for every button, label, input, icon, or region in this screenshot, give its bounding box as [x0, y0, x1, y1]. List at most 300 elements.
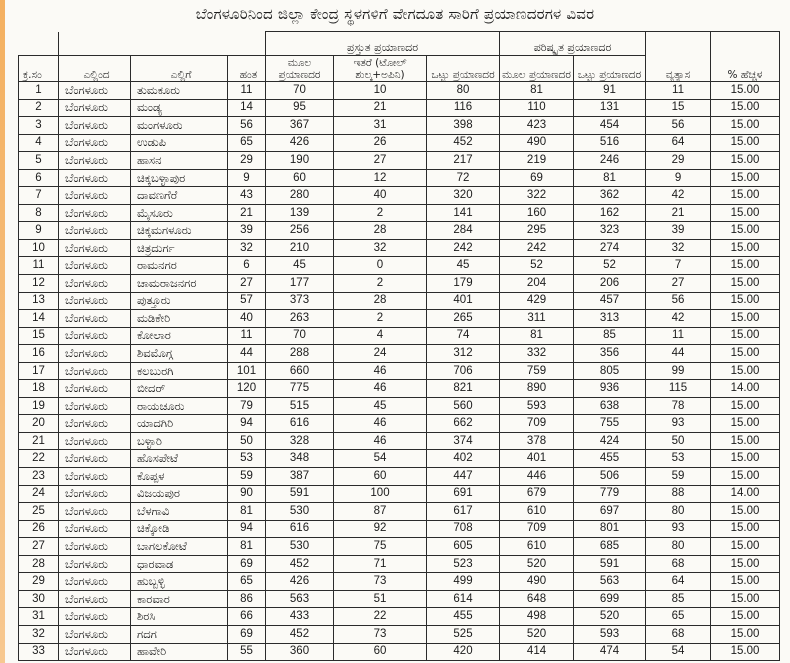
cell-stages: 59 — [228, 468, 266, 486]
cell-revised-total-fare: 457 — [574, 292, 646, 310]
cell-difference: 64 — [646, 134, 711, 152]
cell-stages: 81 — [228, 538, 266, 556]
cell-total-fare: 320 — [427, 187, 500, 205]
cell-from: ಬೆಂಗಳೂರು — [59, 485, 131, 503]
cell-to: ಕೊಪ್ಪಳ — [131, 468, 228, 486]
cell-from: ಬೆಂಗಳೂರು — [59, 222, 131, 240]
cell-other-charges: 73 — [334, 573, 427, 591]
cell-difference: 59 — [646, 468, 711, 486]
cell-revised-base-fare: 81 — [500, 82, 574, 100]
cell-total-fare: 374 — [427, 432, 500, 450]
cell-base-fare: 348 — [266, 450, 334, 468]
cell-percent-increase: 15.00 — [711, 432, 780, 450]
cell-revised-base-fare: 709 — [500, 520, 574, 538]
cell-from: ಬೆಂಗಳೂರು — [59, 292, 131, 310]
cell-from: ಬೆಂಗಳೂರು — [59, 380, 131, 398]
table-row — [19, 468, 780, 486]
cell-difference: 80 — [646, 538, 711, 556]
cell-total-fare: 179 — [427, 275, 500, 293]
cell-revised-base-fare: 160 — [500, 204, 574, 222]
cell-total-fare: 398 — [427, 117, 500, 135]
cell-serial: 19 — [19, 397, 59, 415]
cell-total-fare: 447 — [427, 468, 500, 486]
cell-revised-base-fare: 709 — [500, 415, 574, 433]
cell-base-fare: 563 — [266, 590, 334, 608]
document-title: ಬೆಂಗಳೂರಿನಿಂದ ಜಿಲ್ಲಾ ಕೇಂದ್ರ ಸ್ಥಳಗಳಿಗೆ ವೇಗದೂತ ಸಾರಿಗೆ ಪ್ರಯಾಣದರಗಳ ವಿವರ — [195, 5, 595, 23]
cell-other-charges: 46 — [334, 415, 427, 433]
cell-from: ಬೆಂಗಳೂರು — [59, 239, 131, 257]
cell-from: ಬೆಂಗಳೂರು — [59, 450, 131, 468]
cell-revised-total-fare: 593 — [574, 625, 646, 643]
cell-difference: 54 — [646, 643, 711, 661]
cell-percent-increase: 15.00 — [711, 415, 780, 433]
cell-revised-total-fare: 936 — [574, 380, 646, 398]
cell-revised-total-fare: 131 — [574, 99, 646, 117]
cell-difference: 44 — [646, 345, 711, 363]
cell-other-charges: 31 — [334, 117, 427, 135]
cell-base-fare: 373 — [266, 292, 334, 310]
cell-revised-base-fare: 378 — [500, 432, 574, 450]
cell-revised-total-fare: 424 — [574, 432, 646, 450]
cell-serial: 26 — [19, 520, 59, 538]
cell-revised-total-fare: 474 — [574, 643, 646, 661]
table-row — [19, 503, 780, 521]
cell-to: ಯಾದಗಿರಿ — [131, 415, 228, 433]
cell-other-charges: 60 — [334, 468, 427, 486]
header-blank — [131, 32, 228, 56]
cell-total-fare: 401 — [427, 292, 500, 310]
cell-from: ಬೆಂಗಳೂರು — [59, 468, 131, 486]
cell-total-fare: 265 — [427, 310, 500, 328]
cell-difference: 39 — [646, 222, 711, 240]
cell-stages: 9 — [228, 169, 266, 187]
cell-from: ಬೆಂಗಳೂರು — [59, 169, 131, 187]
cell-stages: 29 — [228, 152, 266, 170]
cell-total-fare: 72 — [427, 169, 500, 187]
cell-from: ಬೆಂಗಳೂರು — [59, 257, 131, 275]
cell-from: ಬೆಂಗಳೂರು — [59, 99, 131, 117]
table-row — [19, 380, 780, 398]
table-row — [19, 310, 780, 328]
cell-revised-total-fare: 779 — [574, 485, 646, 503]
cell-revised-base-fare: 890 — [500, 380, 574, 398]
table-row — [19, 292, 780, 310]
cell-from: ಬೆಂಗಳೂರು — [59, 503, 131, 521]
cell-to: ಪುತ್ತೂರು — [131, 292, 228, 310]
cell-percent-increase: 15.00 — [711, 503, 780, 521]
cell-to: ಚಿಕ್ಕಮಗಳೂರು — [131, 222, 228, 240]
cell-to: ಬೆಳಗಾವಿ — [131, 503, 228, 521]
cell-percent-increase: 15.00 — [711, 573, 780, 591]
cell-serial: 1 — [19, 82, 59, 100]
cell-difference: 65 — [646, 608, 711, 626]
cell-to: ಮೈಸೂರು — [131, 204, 228, 222]
cell-base-fare: 256 — [266, 222, 334, 240]
cell-stages: 65 — [228, 573, 266, 591]
cell-base-fare: 452 — [266, 555, 334, 573]
col-other-charges: ಇತರೆ (ಟೋಲ್ ಶುಲ್ಕ+ಅಪಿನಿ) — [334, 56, 427, 82]
cell-percent-increase: 15.00 — [711, 187, 780, 205]
cell-revised-base-fare: 52 — [500, 257, 574, 275]
cell-serial: 32 — [19, 625, 59, 643]
cell-base-fare: 70 — [266, 82, 334, 100]
cell-revised-base-fare: 490 — [500, 573, 574, 591]
cell-base-fare: 775 — [266, 380, 334, 398]
cell-total-fare: 691 — [427, 485, 500, 503]
cell-serial: 21 — [19, 432, 59, 450]
cell-stages: 57 — [228, 292, 266, 310]
cell-revised-total-fare: 323 — [574, 222, 646, 240]
cell-to: ಚಿತ್ರದುರ್ಗ — [131, 239, 228, 257]
cell-total-fare: 614 — [427, 590, 500, 608]
cell-difference: 115 — [646, 380, 711, 398]
cell-from: ಬೆಂಗಳೂರು — [59, 345, 131, 363]
cell-revised-total-fare: 85 — [574, 327, 646, 345]
cell-to: ಹಾವೇರಿ — [131, 643, 228, 661]
cell-other-charges: 54 — [334, 450, 427, 468]
table-row — [19, 485, 780, 503]
cell-serial: 5 — [19, 152, 59, 170]
cell-revised-base-fare: 204 — [500, 275, 574, 293]
cell-other-charges: 46 — [334, 362, 427, 380]
cell-other-charges: 21 — [334, 99, 427, 117]
cell-to: ವಿಜಯಪುರ — [131, 485, 228, 503]
cell-percent-increase: 15.00 — [711, 82, 780, 100]
cell-percent-increase: 15.00 — [711, 257, 780, 275]
cell-revised-total-fare: 52 — [574, 257, 646, 275]
cell-other-charges: 12 — [334, 169, 427, 187]
cell-stages: 21 — [228, 204, 266, 222]
cell-revised-total-fare: 697 — [574, 503, 646, 521]
cell-revised-base-fare: 81 — [500, 327, 574, 345]
col-to: ಎಲ್ಲಿಗೆ — [131, 56, 228, 82]
cell-from: ಬೆಂಗಳೂರು — [59, 643, 131, 661]
fare-table — [18, 31, 780, 661]
table-row — [19, 362, 780, 380]
table-row — [19, 169, 780, 187]
cell-percent-increase: 15.00 — [711, 362, 780, 380]
cell-stages: 101 — [228, 362, 266, 380]
cell-other-charges: 28 — [334, 222, 427, 240]
cell-percent-increase: 15.00 — [711, 520, 780, 538]
cell-from: ಬೆಂಗಳೂರು — [59, 204, 131, 222]
cell-serial: 31 — [19, 608, 59, 626]
cell-other-charges: 22 — [334, 608, 427, 626]
col-stages: ಹಂತ — [228, 56, 266, 82]
cell-base-fare: 616 — [266, 520, 334, 538]
cell-other-charges: 60 — [334, 643, 427, 661]
cell-to: ಹೊಸಪೇಟೆ — [131, 450, 228, 468]
cell-difference: 27 — [646, 275, 711, 293]
table-row — [19, 275, 780, 293]
cell-difference: 11 — [646, 82, 711, 100]
cell-to: ಮಂಡ್ಯ — [131, 99, 228, 117]
cell-difference: 15 — [646, 99, 711, 117]
cell-total-fare: 74 — [427, 327, 500, 345]
cell-difference: 11 — [646, 327, 711, 345]
cell-stages: 27 — [228, 275, 266, 293]
cell-to: ತುಮಕೂರು — [131, 82, 228, 100]
cell-difference: 29 — [646, 152, 711, 170]
cell-to: ಕಾರವಾರ — [131, 590, 228, 608]
table-row — [19, 590, 780, 608]
table-row — [19, 257, 780, 275]
cell-total-fare: 523 — [427, 555, 500, 573]
cell-to: ಕಲಬುರಗಿ — [131, 362, 228, 380]
cell-base-fare: 616 — [266, 415, 334, 433]
cell-revised-base-fare: 295 — [500, 222, 574, 240]
cell-stages: 120 — [228, 380, 266, 398]
cell-from: ಬೆಂಗಳೂರು — [59, 310, 131, 328]
table-row — [19, 573, 780, 591]
cell-to: ಹುಬ್ಬಳ್ಳಿ — [131, 573, 228, 591]
table-row — [19, 397, 780, 415]
cell-to: ದಾವಣಗೆರೆ — [131, 187, 228, 205]
cell-serial: 18 — [19, 380, 59, 398]
cell-revised-total-fare: 520 — [574, 608, 646, 626]
cell-difference: 56 — [646, 117, 711, 135]
col-total-fare: ಒಟ್ಟು ಪ್ರಯಾಣದರ — [427, 56, 500, 82]
cell-stages: 43 — [228, 187, 266, 205]
cell-other-charges: 4 — [334, 327, 427, 345]
cell-base-fare: 591 — [266, 485, 334, 503]
cell-total-fare: 141 — [427, 204, 500, 222]
cell-serial: 6 — [19, 169, 59, 187]
table-row — [19, 327, 780, 345]
cell-revised-total-fare: 454 — [574, 117, 646, 135]
cell-base-fare: 426 — [266, 134, 334, 152]
table-row — [19, 187, 780, 205]
cell-total-fare: 455 — [427, 608, 500, 626]
cell-other-charges: 28 — [334, 292, 427, 310]
cell-revised-base-fare: 219 — [500, 152, 574, 170]
cell-total-fare: 499 — [427, 573, 500, 591]
cell-percent-increase: 15.00 — [711, 310, 780, 328]
current-fare-group-header: ಪ್ರಸ್ತುತ ಪ್ರಯಾಣದರ — [266, 32, 500, 56]
cell-other-charges: 2 — [334, 275, 427, 293]
table-row — [19, 608, 780, 626]
cell-stages: 32 — [228, 239, 266, 257]
cell-percent-increase: 15.00 — [711, 643, 780, 661]
cell-base-fare: 328 — [266, 432, 334, 450]
cell-total-fare: 420 — [427, 643, 500, 661]
cell-revised-base-fare: 446 — [500, 468, 574, 486]
cell-serial: 13 — [19, 292, 59, 310]
table-row — [19, 204, 780, 222]
cell-base-fare: 288 — [266, 345, 334, 363]
cell-to: ಮಂಗಳೂರು — [131, 117, 228, 135]
cell-to: ರಾಯಚೂರು — [131, 397, 228, 415]
cell-percent-increase: 15.00 — [711, 450, 780, 468]
cell-other-charges: 92 — [334, 520, 427, 538]
cell-difference: 21 — [646, 204, 711, 222]
cell-revised-total-fare: 91 — [574, 82, 646, 100]
cell-to: ಬಳ್ಳಾರಿ — [131, 432, 228, 450]
cell-difference: 53 — [646, 450, 711, 468]
cell-revised-total-fare: 506 — [574, 468, 646, 486]
table-row — [19, 415, 780, 433]
cell-revised-total-fare: 685 — [574, 538, 646, 556]
col-base-fare: ಮೂಲ ಪ್ರಯಾಣದರ — [266, 56, 334, 82]
cell-revised-base-fare: 110 — [500, 99, 574, 117]
cell-serial: 17 — [19, 362, 59, 380]
cell-stages: 66 — [228, 608, 266, 626]
cell-revised-base-fare: 332 — [500, 345, 574, 363]
cell-from: ಬೆಂಗಳೂರು — [59, 152, 131, 170]
cell-stages: 14 — [228, 99, 266, 117]
cell-serial: 27 — [19, 538, 59, 556]
header-blank — [59, 32, 131, 56]
cell-total-fare: 242 — [427, 239, 500, 257]
header-row-1 — [19, 32, 780, 56]
cell-other-charges: 45 — [334, 397, 427, 415]
cell-other-charges: 2 — [334, 310, 427, 328]
cell-revised-base-fare: 498 — [500, 608, 574, 626]
cell-base-fare: 95 — [266, 99, 334, 117]
table-row — [19, 520, 780, 538]
cell-revised-base-fare: 423 — [500, 117, 574, 135]
cell-stages: 65 — [228, 134, 266, 152]
cell-serial: 28 — [19, 555, 59, 573]
col-serial: ಕ್ರ.ಸಂ — [19, 56, 59, 82]
cell-revised-base-fare: 69 — [500, 169, 574, 187]
cell-stages: 56 — [228, 117, 266, 135]
col-difference: ವ್ಯತ್ಯಾಸ — [646, 56, 711, 82]
cell-serial: 30 — [19, 590, 59, 608]
cell-stages: 94 — [228, 415, 266, 433]
cell-revised-total-fare: 274 — [574, 239, 646, 257]
cell-revised-total-fare: 455 — [574, 450, 646, 468]
cell-from: ಬೆಂಗಳೂರು — [59, 327, 131, 345]
cell-other-charges: 32 — [334, 239, 427, 257]
cell-base-fare: 530 — [266, 538, 334, 556]
cell-base-fare: 177 — [266, 275, 334, 293]
cell-revised-total-fare: 805 — [574, 362, 646, 380]
cell-difference: 80 — [646, 503, 711, 521]
cell-total-fare: 80 — [427, 82, 500, 100]
cell-other-charges: 40 — [334, 187, 427, 205]
cell-total-fare: 525 — [427, 625, 500, 643]
cell-revised-base-fare: 414 — [500, 643, 574, 661]
cell-difference: 88 — [646, 485, 711, 503]
cell-to: ರಾಮನಗರ — [131, 257, 228, 275]
header-blank — [228, 32, 266, 56]
cell-to: ಶಿರಸಿ — [131, 608, 228, 626]
cell-revised-total-fare: 563 — [574, 573, 646, 591]
cell-base-fare: 426 — [266, 573, 334, 591]
col-from: ಎಲ್ಲಿಂದ — [59, 56, 131, 82]
cell-serial: 2 — [19, 99, 59, 117]
cell-stages: 53 — [228, 450, 266, 468]
cell-other-charges: 2 — [334, 204, 427, 222]
cell-stages: 39 — [228, 222, 266, 240]
cell-from: ಬೆಂಗಳೂರು — [59, 187, 131, 205]
cell-total-fare: 605 — [427, 538, 500, 556]
cell-percent-increase: 15.00 — [711, 555, 780, 573]
cell-from: ಬೆಂಗಳೂರು — [59, 397, 131, 415]
table-row — [19, 117, 780, 135]
cell-base-fare: 70 — [266, 327, 334, 345]
cell-difference: 50 — [646, 432, 711, 450]
cell-total-fare: 402 — [427, 450, 500, 468]
cell-stages: 44 — [228, 345, 266, 363]
cell-serial: 12 — [19, 275, 59, 293]
cell-revised-base-fare: 679 — [500, 485, 574, 503]
cell-percent-increase: 15.00 — [711, 169, 780, 187]
cell-revised-total-fare: 362 — [574, 187, 646, 205]
cell-stages: 90 — [228, 485, 266, 503]
cell-serial: 20 — [19, 415, 59, 433]
cell-revised-total-fare: 313 — [574, 310, 646, 328]
cell-total-fare: 116 — [427, 99, 500, 117]
cell-revised-base-fare: 311 — [500, 310, 574, 328]
cell-stages: 94 — [228, 520, 266, 538]
header-blank — [646, 32, 711, 56]
cell-difference: 42 — [646, 310, 711, 328]
cell-other-charges: 27 — [334, 152, 427, 170]
cell-to: ಮಡಿಕೇರಿ — [131, 310, 228, 328]
cell-other-charges: 51 — [334, 590, 427, 608]
cell-difference: 42 — [646, 187, 711, 205]
cell-revised-base-fare: 610 — [500, 538, 574, 556]
cell-base-fare: 139 — [266, 204, 334, 222]
cell-to: ಶಿವಮೊಗ್ಗ — [131, 345, 228, 363]
cell-total-fare: 284 — [427, 222, 500, 240]
cell-revised-total-fare: 801 — [574, 520, 646, 538]
cell-from: ಬೆಂಗಳೂರು — [59, 608, 131, 626]
cell-serial: 23 — [19, 468, 59, 486]
table-row — [19, 432, 780, 450]
cell-serial: 14 — [19, 310, 59, 328]
cell-stages: 6 — [228, 257, 266, 275]
cell-revised-total-fare: 516 — [574, 134, 646, 152]
cell-revised-base-fare: 490 — [500, 134, 574, 152]
table-row — [19, 625, 780, 643]
cell-revised-base-fare: 593 — [500, 397, 574, 415]
cell-to: ಚಿಕ್ಕೋಡಿ — [131, 520, 228, 538]
cell-to: ಬಾಗಲಕೋಟೆ — [131, 538, 228, 556]
revised-fare-group-header: ಪರಿಷ್ಕೃತ ಪ್ರಯಾಣದರ — [500, 32, 646, 56]
cell-stages: 69 — [228, 555, 266, 573]
cell-revised-total-fare: 246 — [574, 152, 646, 170]
cell-difference: 99 — [646, 362, 711, 380]
cell-serial: 24 — [19, 485, 59, 503]
cell-to: ಬೀದರ್ — [131, 380, 228, 398]
table-row — [19, 450, 780, 468]
cell-from: ಬೆಂಗಳೂರು — [59, 555, 131, 573]
table-row — [19, 82, 780, 100]
cell-stages: 50 — [228, 432, 266, 450]
cell-percent-increase: 15.00 — [711, 275, 780, 293]
cell-base-fare: 387 — [266, 468, 334, 486]
cell-difference: 56 — [646, 292, 711, 310]
cell-revised-base-fare: 401 — [500, 450, 574, 468]
cell-from: ಬೆಂಗಳೂರು — [59, 275, 131, 293]
cell-percent-increase: 15.00 — [711, 134, 780, 152]
table-row — [19, 239, 780, 257]
table-row — [19, 345, 780, 363]
cell-from: ಬೆಂಗಳೂರು — [59, 362, 131, 380]
cell-other-charges: 87 — [334, 503, 427, 521]
cell-percent-increase: 15.00 — [711, 292, 780, 310]
cell-other-charges: 26 — [334, 134, 427, 152]
table-row — [19, 555, 780, 573]
cell-other-charges: 10 — [334, 82, 427, 100]
cell-other-charges: 75 — [334, 538, 427, 556]
cell-percent-increase: 15.00 — [711, 468, 780, 486]
cell-percent-increase: 15.00 — [711, 538, 780, 556]
cell-percent-increase: 15.00 — [711, 327, 780, 345]
